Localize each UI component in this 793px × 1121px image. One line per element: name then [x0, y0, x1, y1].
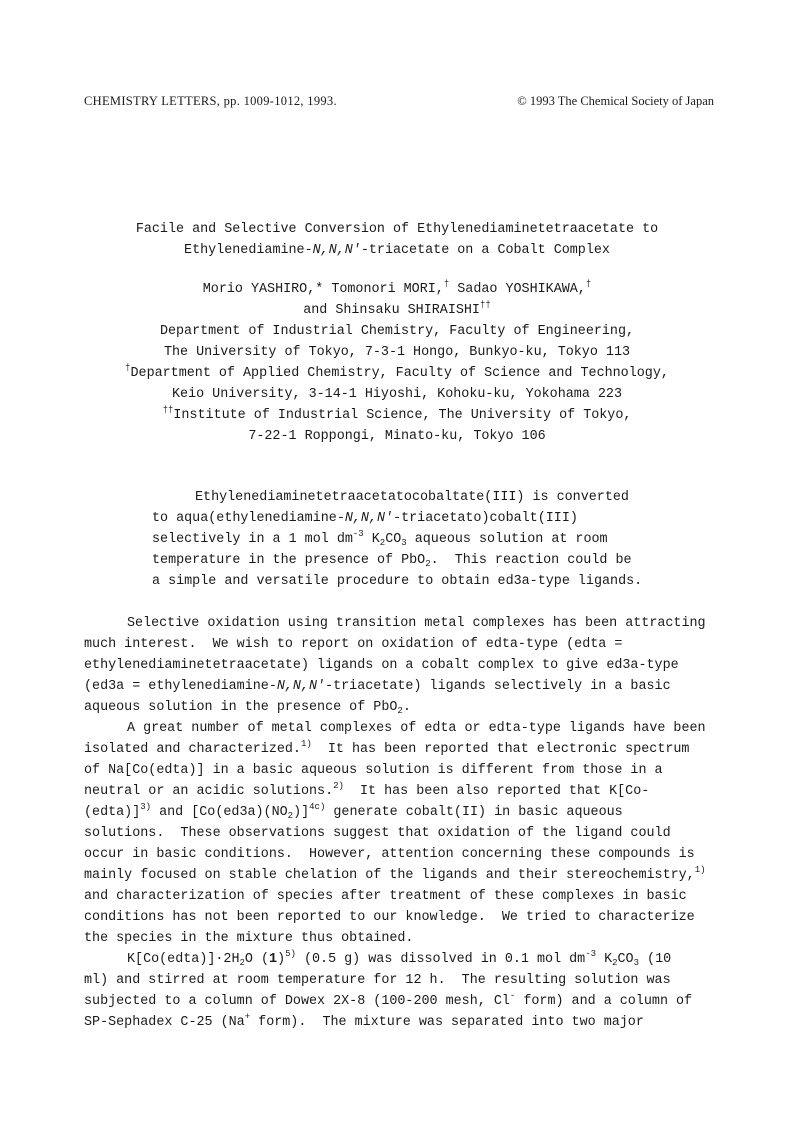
affiliation-2-address: Keio University, 3-14-1 Hiyoshi, Kohoku-ku, Yokohama 223 [172, 387, 622, 402]
affiliations [84, 300, 710, 447]
copyright-notice: © 1993 The Chemical Society of Japan [517, 94, 714, 108]
body-line: SP-Sephadex C-25 (Na+ form). The mixture was separated into two major [84, 1012, 644, 1030]
body-line: conditions has not been reported to our knowledge. We tried to characterize [84, 910, 695, 925]
journal-citation: CHEMISTRY LETTERS, pp. 1009-1012, 1993. [84, 94, 337, 108]
affiliation-3: ††Institute of Industrial Science, The University of Tokyo, [162, 405, 632, 423]
body-line: occur in basic conditions. However, attention concerning these compounds is [84, 847, 695, 862]
body-line: Selective oxidation using transition metal complexes has been attracting [127, 616, 706, 631]
page-header [84, 94, 714, 110]
body-line: neutral or an acidic solutions.$^{2)}$ It has been also reported that K[Co- [84, 781, 650, 799]
affiliation-1: Department of Industrial Chemistry, Faculty of Engineering, [159, 324, 635, 339]
authors-line-1: Morio YASHIRO,* Tomonori MORI,† Sadao YOSHIKAWA,† [202, 279, 592, 297]
body-line: and characterization of species after treatment of these complexes in basic [84, 889, 687, 904]
abstract-line: temperature in the presence of PbO$_2$. This reaction could be [152, 553, 632, 569]
body-text [84, 592, 706, 1033]
title-line-2: Ethylenediamine-N,N,N'-triacetate on a Cobalt Complex [184, 243, 610, 258]
affiliation-2: †Department of Applied Chemistry, Faculty of Science and Technology, [125, 363, 669, 381]
abstract [152, 466, 642, 592]
body-line: mainly focused on stable chelation of the ligands and their stereochemistry,$^{1)}$ [84, 865, 706, 883]
body-line: aqueous solution in the presence of PbO$_2$. [84, 700, 411, 716]
abstract-line: Ethylenediaminetetraacetatocobaltate(III) is converted [195, 490, 629, 505]
body-line: ml) and stirred at room temperature for 12 h. The resulting solution was [84, 973, 671, 988]
affiliation-1-address: The University of Tokyo, 7-3-1 Hongo, Bunkyo-ku, Tokyo 113 [163, 345, 631, 360]
body-line: A great number of metal complexes of edta or edta-type ligands have been [127, 721, 706, 736]
body-line: isolated and characterized.$^{1)}$ It has been reported that electronic spectrum [84, 739, 690, 757]
authors-line-2: and Shinsaku SHIRAISHI†† [303, 300, 491, 318]
affiliation-3-address: 7-22-1 Roppongi, Minato-ku, Tokyo 106 [248, 429, 546, 444]
body-line: solutions. These observations suggest that oxidation of the ligand could [84, 826, 671, 841]
paper-title [84, 198, 710, 261]
body-line: much interest. We wish to report on oxidation of edta-type (edta = [84, 637, 623, 652]
abstract-line: selectively in a 1 mol $dm^{-3}$ $K_2CO_3$ aqueous solution at room [152, 529, 608, 548]
body-line: (edta)]$^{3)}$ and $[Co(ed3a)(NO_2)]^{4c)}$ generate cobalt(II) in basic aqueous [84, 802, 623, 821]
body-line: (ed3a = ethylenediamine-N,N,N'-triacetate) ligands selectively in a basic [84, 679, 671, 694]
body-line: subjected to a column of Dowex 2X-8 (100-200 mesh, Cl- form) and a column of [84, 991, 693, 1009]
title-line-1: Facile and Selective Conversion of Ethylenediaminetetraacetate to [135, 222, 659, 237]
body-line: the species in the mixture thus obtained. [84, 931, 414, 946]
body-line: of Na[Co(edta)] in a basic aqueous solution is different from those in a [84, 763, 663, 778]
body-line: $K[Co(edta)]\cdot 2H_2O$ $(1)^{5)}$ (0.5 g) was dissolved in 0.1 mol $dm^{-3}$ $K_2CO_3$ (10 [127, 949, 672, 968]
body-line: ethylenediaminetetraacetate) ligands on a cobalt complex to give ed3a-type [84, 658, 679, 673]
abstract-line: a simple and versatile procedure to obtain ed3a-type ligands. [152, 574, 643, 589]
abstract-line: to aqua(ethylenediamine-N,N,N'-triacetato)cobalt(III) [152, 511, 578, 526]
